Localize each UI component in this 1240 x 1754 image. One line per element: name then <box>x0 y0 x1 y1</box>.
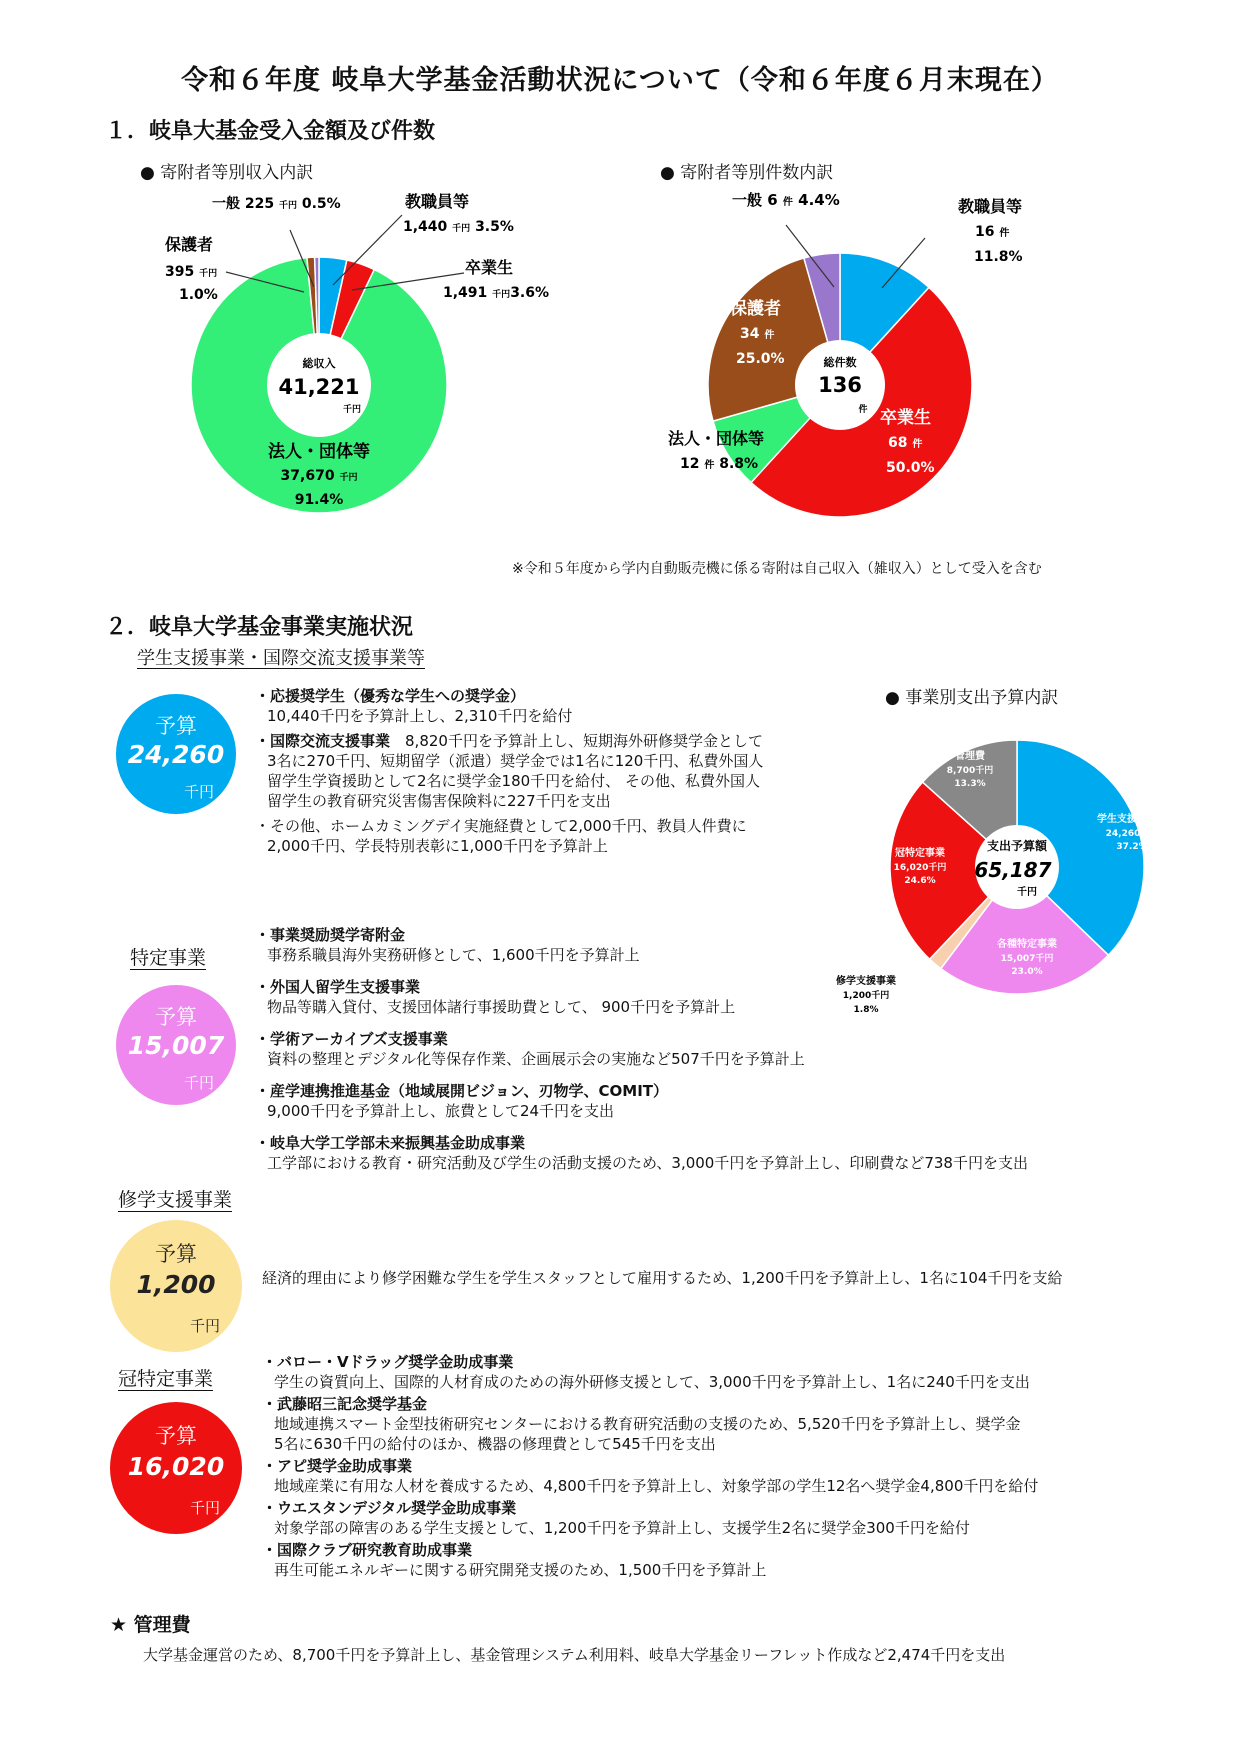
item-head: ・アピ奨学金助成事業 <box>262 1457 413 1475</box>
slice-label-specific-name: 各種特定事業 <box>997 939 1057 950</box>
chart3-title-row: ● 事業別支出予算内訳 <box>885 688 1059 708</box>
item-head: ・バロー・Vドラッグ奨学金助成事業 <box>262 1353 514 1371</box>
slice-label-admin-pct: 13.3% <box>954 779 986 789</box>
item-head: ・外国人留学生支援事業 <box>255 978 421 996</box>
specific-section-name: 特定事業 <box>130 947 207 969</box>
slice-label-parents-pct: 25.0% <box>736 351 785 367</box>
study-text: 経済的理由により修学困難な学生を学生スタッフとして雇用するため、1,200千円を予算計上し、1名に104千円を支給 <box>262 1269 1063 1287</box>
slice-label-staff-name: 教職員等 <box>958 197 1023 216</box>
slice-label-student-pct: 37.2% <box>1116 842 1148 852</box>
budget-unit: 千円 <box>189 1317 220 1335</box>
item-line: 留学生の教育研究災害傷害保険料に227千円を支出 <box>267 792 611 810</box>
slice-label-corp <box>680 456 758 472</box>
item-line: 物品等購入貸付、支援団体諸行事援助費として、 900千円を予算計上 <box>267 998 736 1016</box>
budget-amount: 1,200 <box>136 1270 216 1299</box>
budget-amount: 15,007 <box>127 1031 225 1060</box>
slice-label-study-pct: 1.8% <box>853 1005 879 1015</box>
label-value: 68 <box>888 435 908 451</box>
label-value: 395 <box>165 264 195 280</box>
slice-label-staff <box>975 224 1009 240</box>
chart2-title-row: ● 寄附者等別件数内訳 <box>660 163 834 183</box>
budget-unit: 千円 <box>183 783 214 801</box>
budget-label: 予算 <box>155 714 197 738</box>
budget-amount: 16,020 <box>127 1452 225 1481</box>
center-unit: 千円 <box>1017 887 1037 898</box>
admin-name: 管理費 <box>133 1614 191 1636</box>
page-title: 令和６年度 岐阜大学基金活動状況について（令和６年度６月末現在） <box>181 65 1059 96</box>
item-line: 5名に630千円の給付のほか、機器の修理費として545千円を支出 <box>274 1435 716 1453</box>
label-unit: 件 <box>704 460 715 471</box>
slice-label-crown-pct: 24.6% <box>904 876 936 886</box>
item-head: ・武藤昭三記念奨学基金 <box>262 1395 428 1413</box>
student-budget-circle <box>116 694 236 814</box>
list-item <box>255 1081 1155 1121</box>
crown-items <box>262 1352 1202 1580</box>
budget-label: 予算 <box>155 1424 197 1448</box>
label-value: 225 <box>244 196 275 212</box>
budget-label: 予算 <box>155 1242 197 1266</box>
slice-label-study-name: 修学支援事業 <box>836 976 896 987</box>
item-line: 再生可能エネルギーに関する研究開発支援のため、1,500千円を予算計上 <box>274 1561 767 1579</box>
slice-label-parents-name: 保護者 <box>165 235 214 254</box>
list-item <box>262 1498 1202 1538</box>
study-budget-circle <box>110 1220 242 1352</box>
item-line: 事務系職員海外実務研修として、1,600千円を予算計上 <box>267 946 640 964</box>
list-item <box>262 1456 1202 1496</box>
item-head: ・事業奨励奨学寄附金 <box>255 926 406 944</box>
label-unit: 千円 <box>339 473 358 483</box>
slice-label-parents-name: 保護者 <box>730 299 781 319</box>
budget-unit: 千円 <box>189 1499 220 1517</box>
item-inline: 8,820千円を予算計上し、短期海外研修奨学金として <box>390 732 763 750</box>
admin-heading <box>110 1610 191 1637</box>
center-unit: 千円 <box>342 405 362 415</box>
label-pct: 3.5% <box>475 219 514 235</box>
center-value: 136 <box>818 373 862 397</box>
slice-label-alumni-pct: 50.0% <box>886 460 935 476</box>
list-item <box>255 925 1155 965</box>
label-unit: 件 <box>782 197 793 208</box>
label-pct: 3.6% <box>510 285 550 301</box>
list-item <box>255 1029 1155 1069</box>
item-line: 学生の資質向上、国際的人材育成のための海外研修支援として、3,000千円を予算計上し、1名に240千円を支出 <box>274 1373 1030 1391</box>
slice-label-corp-name: 法人・団体等 <box>268 442 370 462</box>
label-value: 12 <box>680 456 700 472</box>
budget-label: 予算 <box>155 1005 197 1029</box>
specific-budget-circle <box>116 985 236 1105</box>
section2-subheading: 学生支援事業・国際交流支援事業等 <box>137 648 425 669</box>
slice-label-general <box>732 191 840 209</box>
specific-items <box>255 925 1155 1173</box>
label-unit: 千円 <box>452 224 471 234</box>
slice-label-study-value: 1,200千円 <box>842 991 890 1001</box>
item-line: 資料の整理とデジタル化等保存作業、企画展示会の実施など507千円を予算計上 <box>267 1050 805 1068</box>
label-value: 16 <box>975 224 995 240</box>
section1-note: ※令和５年度から学内自動販売機に係る寄附は自己収入（雑収入）として受入を含む <box>512 561 1042 577</box>
center-unit: 件 <box>858 405 868 415</box>
slice-label-parents <box>165 264 217 280</box>
slice-label-staff-name: 教職員等 <box>405 192 470 211</box>
label-name: 一般 <box>732 191 763 209</box>
label-unit: 千円 <box>492 290 511 300</box>
chart2-title: 寄附者等別件数内訳 <box>680 163 834 183</box>
slice-label-corp-name: 法人・団体等 <box>668 429 765 448</box>
label-pct: 0.5% <box>301 196 341 212</box>
study-section-name: 修学支援事業 <box>118 1189 233 1211</box>
slice-label-staff <box>403 219 514 235</box>
slice-label-alumni <box>443 285 549 301</box>
section2-heading: ２．岐阜大学基金事業実施状況 <box>105 615 414 640</box>
center-label: 支出予算額 <box>986 839 1048 853</box>
label-unit: 件 <box>764 330 775 341</box>
crown-section-name: 冠特定事業 <box>118 1368 214 1390</box>
center-value: 65,187 <box>974 858 1052 882</box>
item-head: ・学術アーカイブズ支援事業 <box>255 1030 448 1048</box>
item-line: 9,000千円を予算計上し、旅費として24千円を支出 <box>267 1102 615 1120</box>
label-value: 1,491 <box>443 285 488 301</box>
list-item <box>262 1352 1202 1392</box>
label-value: 34 <box>740 326 760 342</box>
center-label: 総件数 <box>823 356 857 369</box>
item-line: 3名に270千円、短期留学（派遣）奨学金では1名に120千円、私費外国人 <box>267 752 764 770</box>
slice-label-alumni-name: 卒業生 <box>465 258 514 277</box>
label-unit: 件 <box>912 439 923 450</box>
chart3-title: 事業別支出予算内訳 <box>905 688 1059 708</box>
list-item <box>255 731 815 811</box>
center-value: 41,221 <box>278 375 360 399</box>
slice-label-crown-value: 16,020千円 <box>893 863 947 873</box>
item-line: 地域連携スマート金型技術研究センターにおける教育研究活動の支援のため、5,520千円を予算計上し、奨学金 <box>274 1415 1021 1433</box>
list-item <box>262 1540 1202 1580</box>
count-pie-chart <box>620 180 1240 550</box>
student-items <box>255 686 815 856</box>
slice-label-staff-pct: 11.8% <box>974 249 1023 265</box>
crown-budget-circle <box>110 1402 242 1534</box>
budget-unit: 千円 <box>183 1074 214 1092</box>
label-value: 37,670 <box>280 468 335 484</box>
slice-label-admin-value: 8,700千円 <box>946 766 994 776</box>
item-line: 10,440千円を予算計上し、2,310千円を給付 <box>267 707 573 725</box>
item-head: ・国際交流支援事業 <box>255 732 391 750</box>
label-unit: 件 <box>999 228 1010 239</box>
slice-label-alumni-name: 卒業生 <box>880 408 931 428</box>
slice-label-crown-name: 冠特定事業 <box>895 848 945 859</box>
budget-amount: 24,260 <box>127 740 225 769</box>
list-item <box>262 1394 1202 1454</box>
admin-text: 大学基金運営のため、8,700千円を予算計上し、基金管理システム利用料、岐阜大学基金リーフレット作成など2,474千円を支出 <box>143 1646 1006 1664</box>
list-item <box>255 1133 1155 1173</box>
item-line: 2,000千円、学長特別表彰に1,000千円を予算計上 <box>267 837 608 855</box>
slice-label-admin-name: 管理費 <box>955 751 985 762</box>
list-item <box>255 977 1155 1017</box>
label-unit: 千円 <box>199 269 218 279</box>
label-name: 一般 <box>212 196 240 212</box>
item-line: 留学生学資援助として2名に奨学金180千円を給付、 その他、私費外国人 <box>267 772 760 790</box>
center-label: 総収入 <box>302 357 336 370</box>
item-line: 地域産業に有用な人材を養成するため、4,800千円を予算計上し、対象学部の学生12名へ奨学金4,800千円を給付 <box>274 1477 1039 1495</box>
label-value: 1,440 <box>403 219 448 235</box>
slice-label-specific-pct: 23.0% <box>1011 967 1043 977</box>
list-item <box>255 686 815 726</box>
slice-label-specific-value: 15,007千円 <box>1000 954 1054 964</box>
chart1-title: 寄附者等別収入内訳 <box>160 163 314 183</box>
label-pct: 8.8% <box>719 456 759 472</box>
item-head: ・応援奨学生（優秀な学生への奨学金） <box>255 687 526 705</box>
item-head: ・国際クラブ研究教育助成事業 <box>262 1541 473 1559</box>
slice-label-parents-pct: 1.0% <box>179 287 218 303</box>
slice-label-corp-pct: 91.4% <box>294 492 344 508</box>
star-icon: ★ <box>110 1614 128 1636</box>
label-value: 6 <box>767 191 778 209</box>
item-line: 工学部における教育・研究活動及び学生の活動支援のため、3,000千円を予算計上し、印刷費など738千円を支出 <box>267 1154 1028 1172</box>
item-inline: ・その他、ホームカミングデイ実施経費として2,000千円、教員人件費に <box>255 817 747 835</box>
label-unit: 千円 <box>278 201 297 211</box>
section1-heading: １．岐阜大基金受入金額及び件数 <box>105 119 436 144</box>
item-head: ・岐阜大学工学部未来振興基金助成事業 <box>255 1134 526 1152</box>
item-line: 対象学部の障害のある学生支援として、1,200千円を予算計上し、支援学生2名に奨学金300千円を給付 <box>274 1519 970 1537</box>
chart1-title-row: ● 寄附者等別収入内訳 <box>140 163 314 183</box>
label-pct: 4.4% <box>798 191 840 209</box>
slice-label-student-value: 24,260千円 <box>1105 829 1159 839</box>
income-pie-chart <box>0 180 620 550</box>
item-head: ・ウエスタンデジタル奨学金助成事業 <box>262 1499 517 1517</box>
item-head: ・産学連携推進基金（地域展開ビジョン、刃物学、COMIT） <box>255 1082 669 1100</box>
list-item <box>255 816 815 856</box>
slice-label-general <box>212 195 341 212</box>
slice-label-student-name: 学生支援事業等 <box>1097 814 1167 825</box>
